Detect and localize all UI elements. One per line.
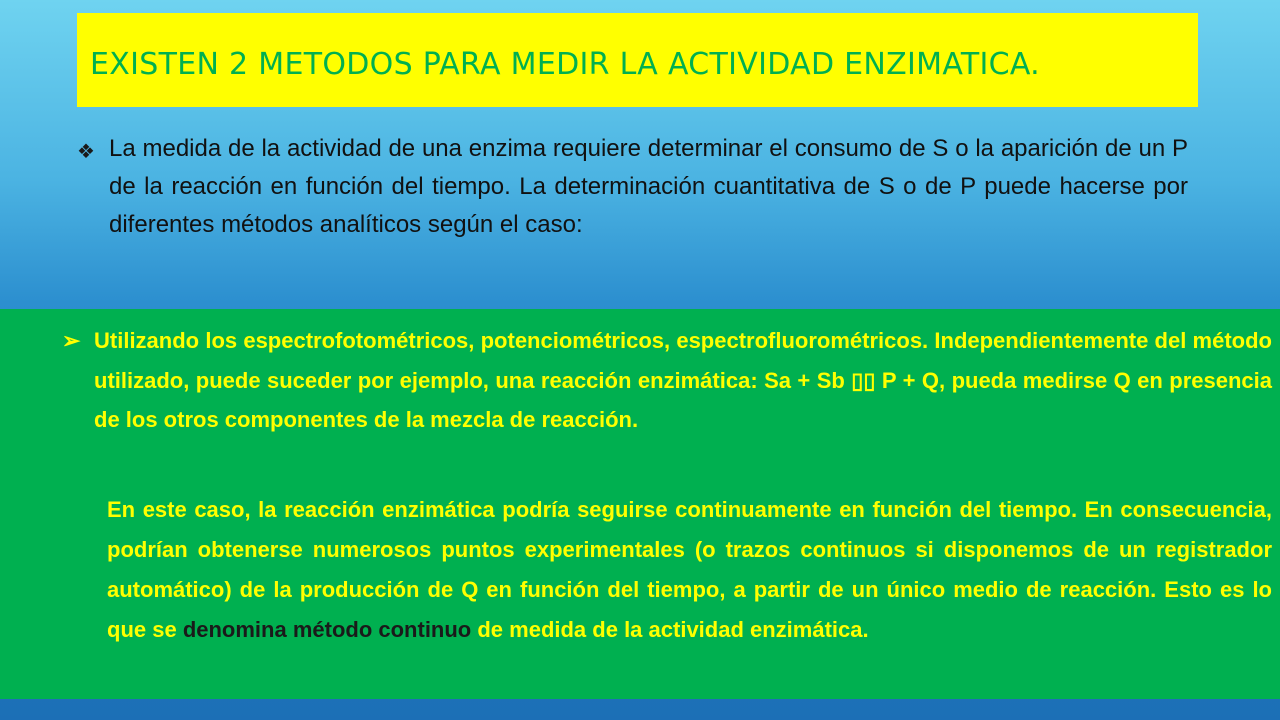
continuous-text-part1: En este caso, la reacción enzimática podría seguirse continuamente en función del tiempo. En consecuencia, podrían obtenerse numerosos puntos experimentales (o trazos continuos si disponemos de un registrador automático) de la producción de Q en función del tiempo, a partir de un único medio de reacción. Esto es lo que se [107,497,1272,642]
continuous-method-term: denomina método continuo [182,617,472,642]
methods-text: Utilizando los espectrofotométricos, potenciométricos, espectrofluorométricos. Independientemente del método utilizado, puede suceder por ejemplo, una reacción enzimática: Sa + Sb ▯▯ P + Q, pueda medirse Q en presencia de los otros componentes de la mezcla de reacción. [94,328,1272,432]
intro-paragraph [77,130,1188,244]
title-banner [77,13,1198,107]
diamond-bullet-icon: ❖ [77,141,95,163]
continuous-text-part2: de medida de la actividad enzimática. [471,617,869,642]
arrow-bullet-icon: ➢ [62,328,81,353]
continuous-method-paragraph [107,490,1272,650]
slide-title: EXISTEN 2 METODOS PARA MEDIR LA ACTIVIDAD ENZIMATICA. [90,47,1041,82]
intro-text: La medida de la actividad de una enzima requiere determinar el consumo de S o la aparición de un P de la reacción en función del tiempo. La determinación cuantitativa de S o de P puede hacerse por diferentes métodos analíticos según el caso: [109,135,1188,238]
methods-panel [0,309,1280,699]
methods-list-item [62,321,1272,440]
